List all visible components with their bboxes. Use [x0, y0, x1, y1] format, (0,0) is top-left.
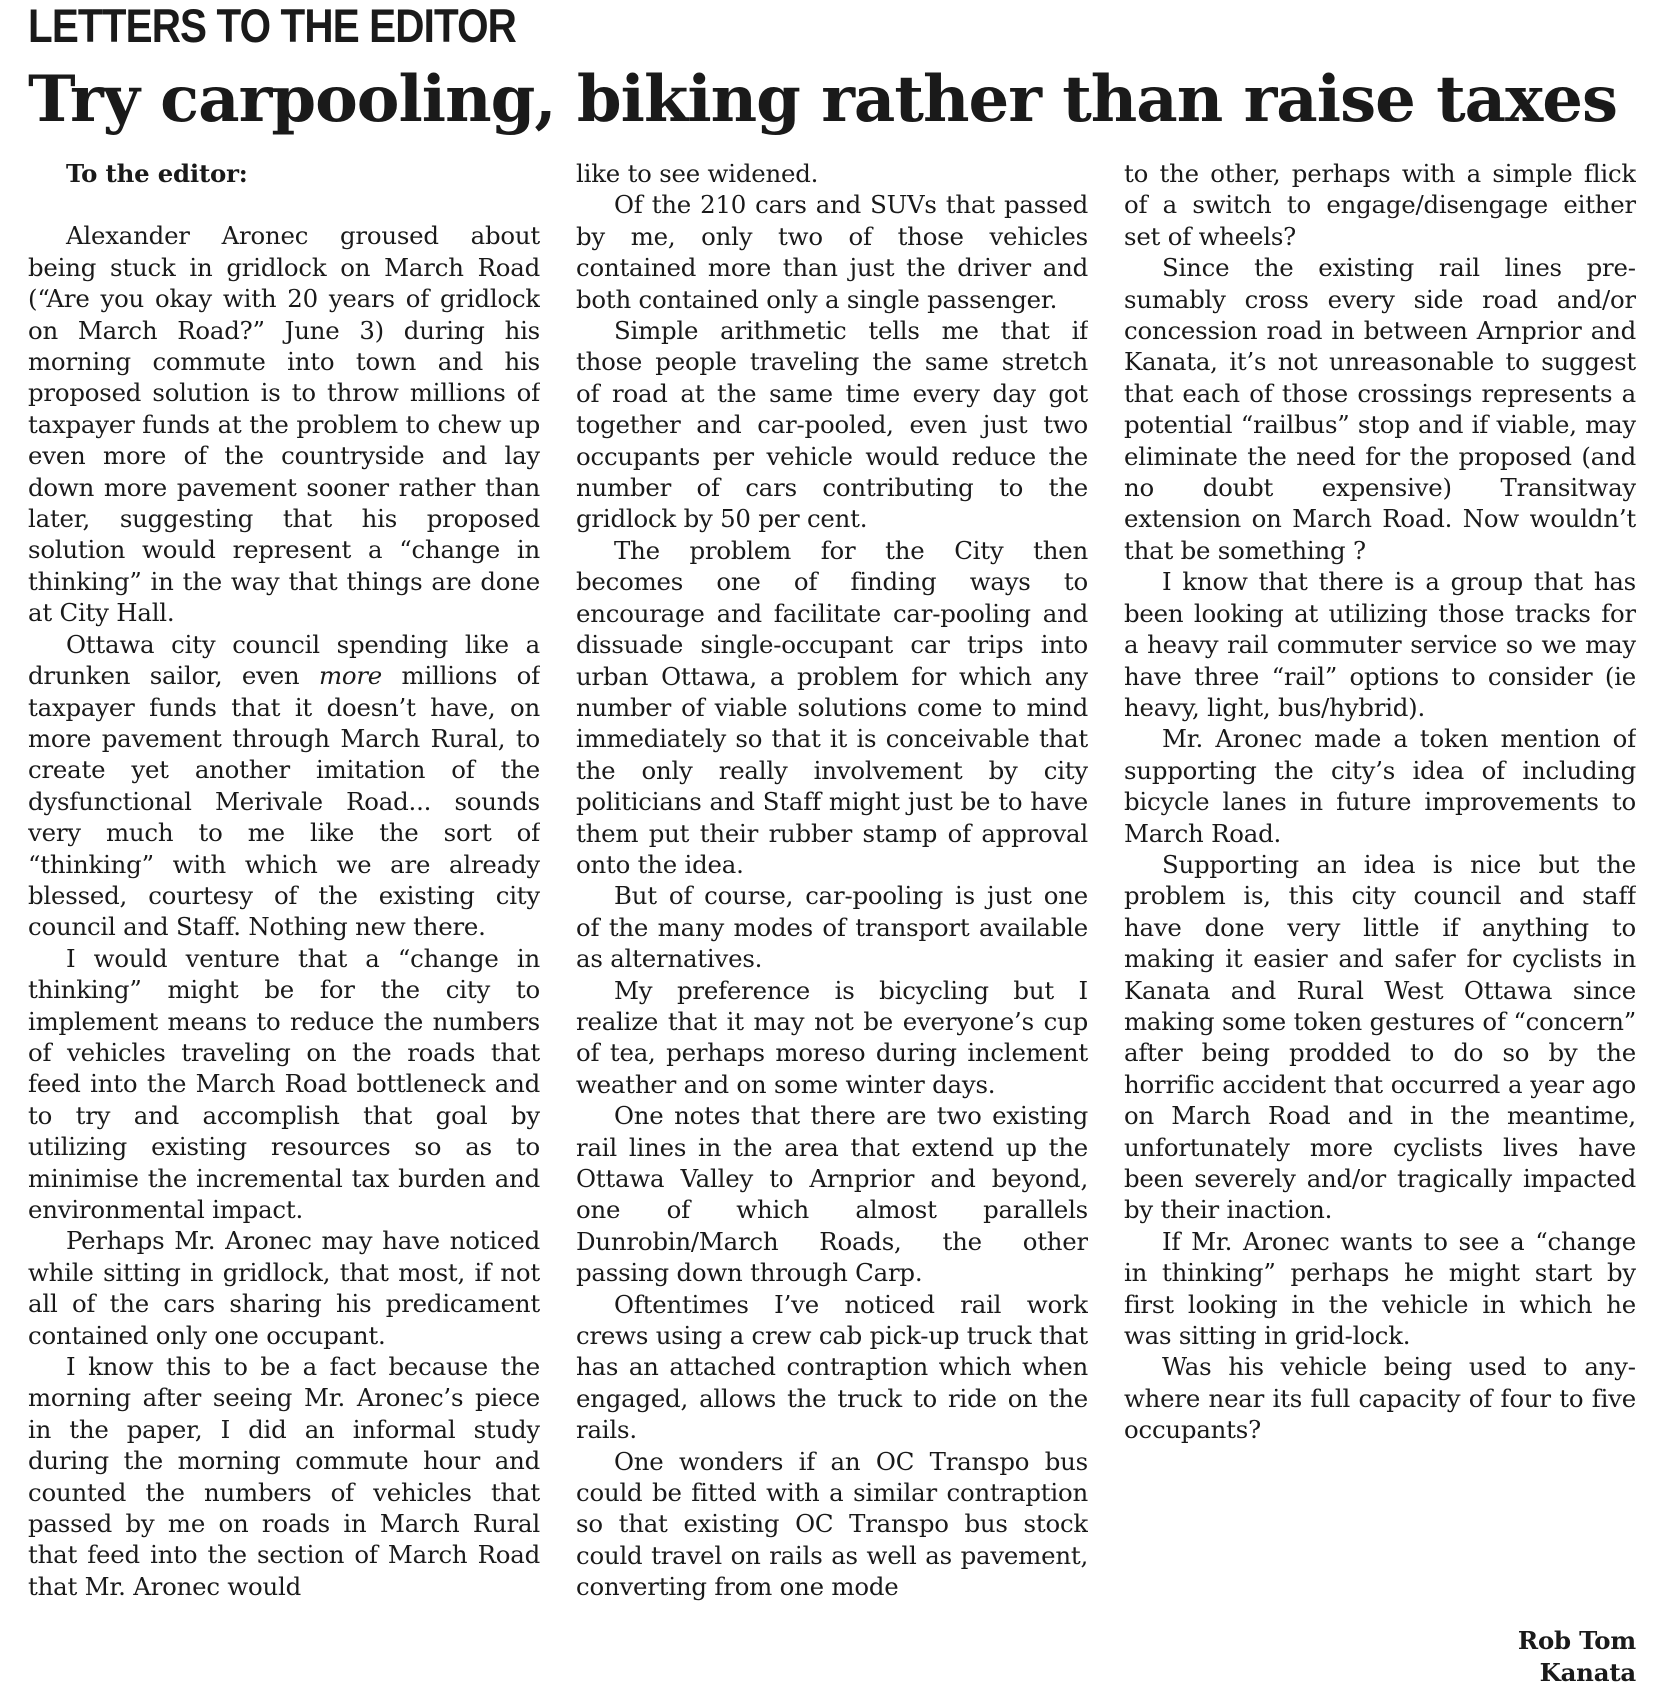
column-1: [28, 158, 540, 1688]
paragraph: [28, 629, 540, 943]
paragraph: Oftentimes I’ve noticed rail work crews using a crew cab pick-up truck that has an attached contraption which when engaged, allows the truck to ride on the rails.: [576, 1289, 1088, 1445]
paragraph: Mr. Aronec made a token mention of supporting the city’s idea of including bicycle lanes in future improvements to March Road.: [1124, 724, 1636, 848]
paragraph: I know that there is a group that has been looking at utilizing those tracks for a heavy rail commuter service so we may have three “rail” options to consider (ie heavy, light, bus/hybrid).: [1124, 567, 1636, 722]
paragraph: Supporting an idea is nice but the problem is, this city council and staff have done very little if anything to making it easier and safer for cyclists in Kanata and Rural West Ottawa since making some token gestures of “concern” after being prodded to do so by the horrific accident that occurred a year ago on March Road and in the meantime, unfortunately more cyclists lives have been severely and/or tragically impacted by their inaction.: [1124, 849, 1636, 1225]
article-body: [28, 158, 1636, 1688]
paragraph: But of course, car-pooling is just one of the many modes of transport available as alternatives.: [576, 881, 1088, 974]
paragraph: Simple arithmetic tells me that if those people traveling the same stretch of road at the same time every day got together and car-pooled, even just two occupants per vehicle would reduce the number of cars contributing to the gridlock by 50 per cent.: [576, 316, 1088, 534]
paragraph: Since the existing rail lines presumably cross every side road and/or concession road in between Arnprior and Kanata, it’s not unreasonable to suggest that each of those crossings represents a potential “railbus” stop and if viable, may eliminate the need for the proposed (and no doubt expensive) Transitway extension on March Road. Now wouldn’t that be something ?: [1124, 253, 1636, 565]
paragraph: If Mr. Aronec wants to see a “change in thinking” perhaps he might start by first looking in the vehicle in which he was sitting in grid-lock.: [1124, 1226, 1636, 1351]
paragraph-continued: like to see widened.: [576, 159, 819, 188]
paragraph: I know this to be a fact because the morning after seeing Mr. Aronec’s piece in the paper, I did an informal study during the morning commute hour and counted the numbers of vehicles that passed by me on roads in March Rural that feed into the section of March Road that Mr. Aronec would: [28, 1352, 540, 1601]
column-2: [576, 158, 1088, 1688]
paragraph: One wonders if an OC Transpo bus could be fitted with a similar contraption so that existing OC Transpo bus stock could travel on rails as well as pavement, converting from one mode: [576, 1446, 1088, 1602]
paragraph: Alexander Aronec groused about being stuck in gridlock on March Road (“Are you okay with 20 years of gridlock on March Road?” June 3) during his morning commute into town and his proposed solution is to throw millions of taxpayer funds at the problem to chew up even more of the countryside and lay down more pavement sooner rather than later, suggesting that his proposed solution would represent a “change in thinking” in the way that things are done at City Hall.: [28, 221, 540, 628]
paragraph-text: Ottawa city council spending like a drunken sailor, even: [28, 629, 540, 691]
paragraph: My preference is bicycling but I realize that it may not be everyone’s cup of tea, perhaps moreso during inclement weather and on some winter days.: [576, 975, 1088, 1099]
headline: Try carpooling, biking rather than raise taxes: [28, 62, 1618, 137]
author-location: Kanata: [1539, 1657, 1636, 1687]
paragraph: The problem for the City then becomes one of finding ways to encourage and facilitate car-pooling and dissuade single-occupant car trips into urban Ottawa, a problem for which any number of viable solutions come to mind immediately so that it is conceivable that the only really involvement by city politicians and Staff might just be to have them put their rubber stamp of approval onto the idea.: [576, 535, 1088, 879]
paragraph: Was his vehicle being used to anywhere near its full capacity of four to five occupants?: [1124, 1352, 1636, 1445]
signature: [1518, 1625, 1636, 1688]
paragraph: One notes that there are two existing rail lines in the area that extend up the Ottawa Valley to Arnprior and beyond, one of which almost parallels Dunrobin/March Roads, the other passing down through Carp.: [576, 1101, 1088, 1288]
author-name: Rob Tom: [1517, 1626, 1636, 1656]
paragraph-continued: to the other, perhaps with a simple flick of a switch to engage/disengage either set of wheels?: [1124, 159, 1636, 251]
paragraph: I would venture that a “change in thinking” might be for the city to implement means to reduce the numbers of vehicles traveling on the roads that feed into the March Road bottleneck and to try and accomplish that goal by utilizing existing resources so as to minimise the incremental tax burden and environmental impact.: [28, 943, 540, 1224]
section-label: LETTERS TO THE EDITOR: [28, 0, 516, 52]
salutation: To the editor:: [66, 159, 248, 188]
paragraph: Perhaps Mr. Aronec may have noticed while sitting in gridlock, that most, if not all of the cars sharing his predicament contained only one occupant.: [28, 1226, 540, 1350]
column-3: [1124, 158, 1636, 1688]
paragraph: Of the 210 cars and SUVs that passed by me, only two of those vehicles contained more than just the driver and both contained only a single passenger.: [576, 190, 1088, 314]
paragraph-text: millions of taxpayer funds that it doesn’t have, on more pavement through March Rural, to create yet another imitation of the dysfunctional Merivale Road... sounds very much to me like the sort of “thinking” with which we are already blessed, courtesy of the existing city council and Staff. Nothing new there.: [28, 661, 540, 942]
emphasis-text: more: [318, 661, 383, 691]
